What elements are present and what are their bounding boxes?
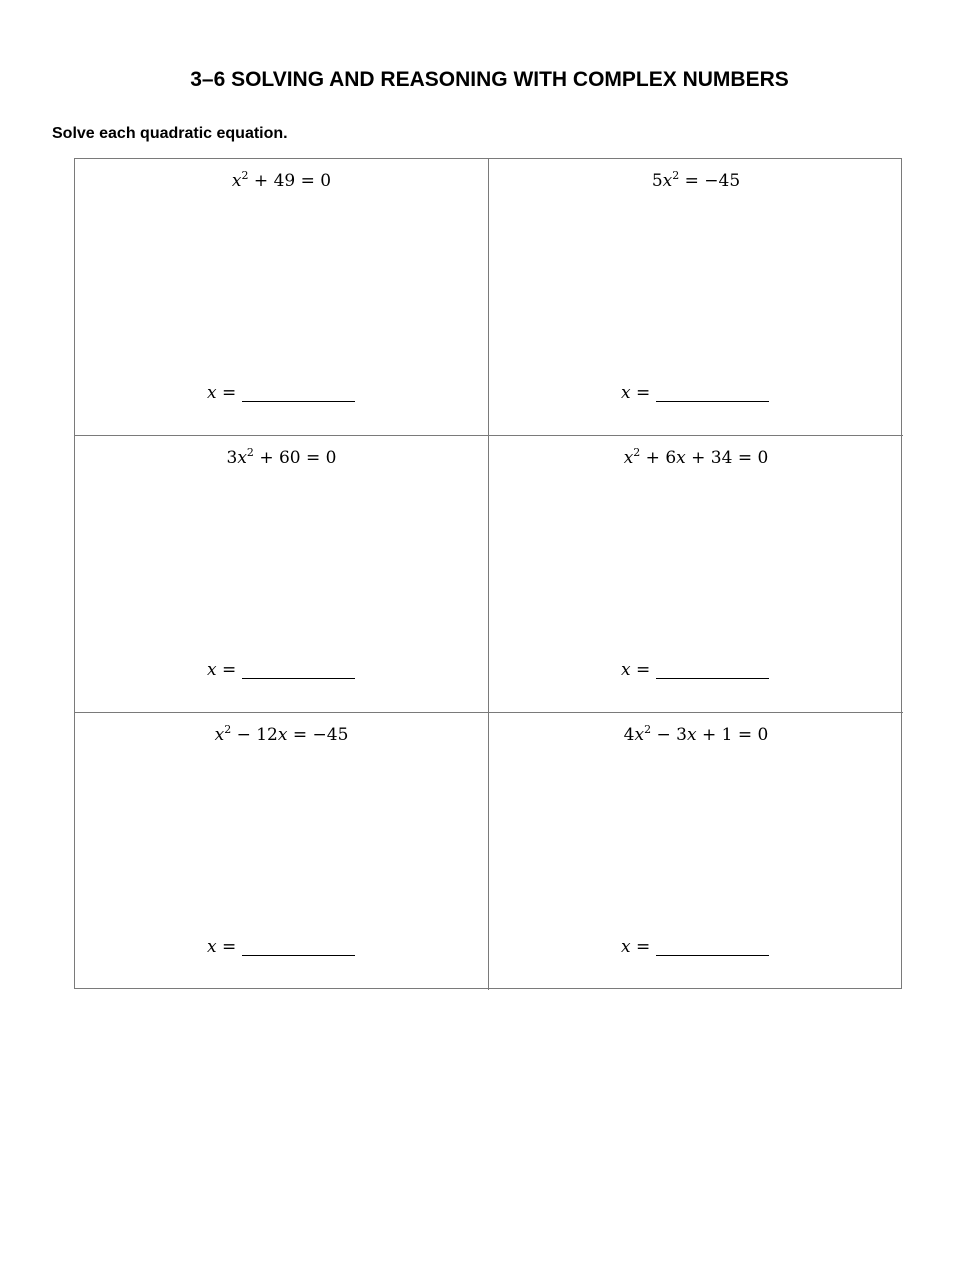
problem-cell-1 <box>75 159 489 436</box>
equation-6: $4x^2 - 3x + 1 = 0$ <box>623 723 769 745</box>
answer-label: x = <box>207 937 237 957</box>
answer-label: x = <box>207 660 237 680</box>
problem-cell-2 <box>489 159 903 436</box>
answer-label: x = <box>621 660 651 680</box>
answer-blank[interactable] <box>242 383 355 402</box>
answer-label: x = <box>621 383 651 403</box>
equation-4: $x^2 + 6x + 34 = 0$ <box>623 446 769 468</box>
answer-line-1[interactable] <box>207 383 355 403</box>
problem-cell-6 <box>489 713 903 990</box>
answer-line-2[interactable] <box>621 383 769 403</box>
answer-label: x = <box>621 937 651 957</box>
answer-blank[interactable] <box>242 937 355 956</box>
answer-line-4[interactable] <box>621 660 769 680</box>
answer-blank[interactable] <box>656 937 769 956</box>
problem-cell-3 <box>75 436 489 713</box>
answer-label: x = <box>207 383 237 403</box>
equation-2: $5x^2 = -45$ <box>651 169 741 191</box>
equation-3: $3x^2 + 60 = 0$ <box>226 446 337 468</box>
problem-cell-5 <box>75 713 489 990</box>
page-title: 3–6 SOLVING AND REASONING WITH COMPLEX NUMBERS <box>190 68 789 91</box>
problem-grid <box>74 158 902 989</box>
answer-blank[interactable] <box>656 383 769 402</box>
answer-line-3[interactable] <box>207 660 355 680</box>
answer-line-5[interactable] <box>207 937 355 957</box>
problem-cell-4 <box>489 436 903 713</box>
equation-1: $x^2 + 49 = 0$ <box>231 169 332 191</box>
answer-blank[interactable] <box>242 660 355 679</box>
equation-5: $x^2 - 12x = -45$ <box>214 723 349 745</box>
answer-line-6[interactable] <box>621 937 769 957</box>
answer-blank[interactable] <box>656 660 769 679</box>
instructions: Solve each quadratic equation. <box>52 125 288 142</box>
